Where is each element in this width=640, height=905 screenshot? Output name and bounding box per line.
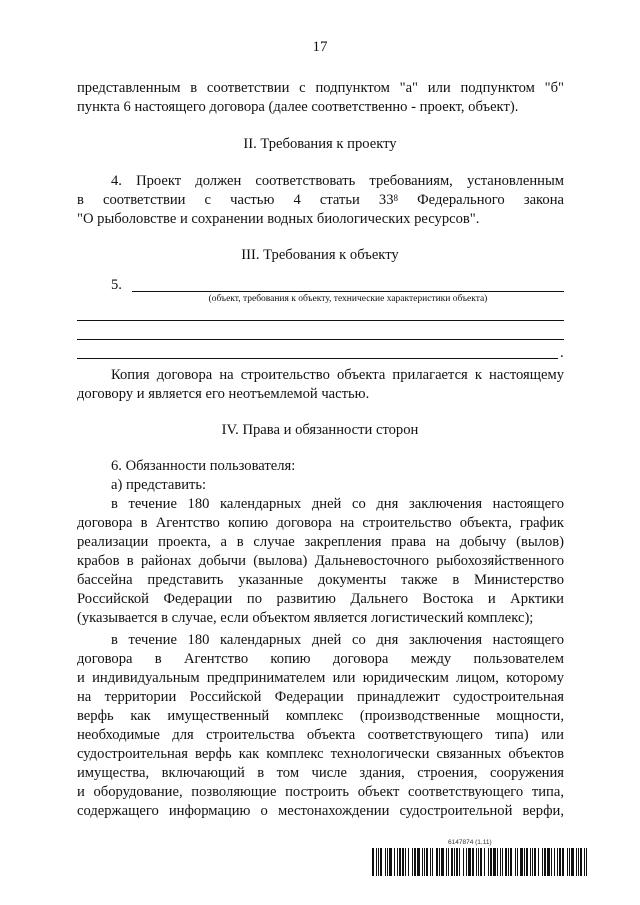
barcode-bar (569, 848, 570, 876)
barcode-bar (480, 848, 482, 876)
barcode-bar (551, 848, 552, 876)
text-line: бассейна представить указанные документы также в Министерство (77, 572, 564, 588)
barcode-bar (478, 848, 479, 876)
barcode-bar (559, 848, 561, 876)
barcode-bar (532, 848, 533, 876)
barcode-bar (515, 848, 516, 876)
barcode-bar (424, 848, 425, 876)
fill-in-line (132, 291, 564, 292)
barcode-bar (517, 848, 518, 876)
barcode-bar (439, 848, 440, 876)
document-stamp: 6147874 (1.11) (448, 839, 492, 846)
barcode-bar (542, 848, 543, 876)
text-line: а) представить: (111, 477, 207, 493)
barcode-bar (408, 848, 409, 876)
barcode-bar (376, 848, 377, 876)
barcode-bar (562, 848, 564, 876)
barcode-bar (505, 848, 507, 876)
barcode-bar (454, 848, 455, 876)
barcode-bar (497, 848, 498, 876)
barcode-bar (412, 848, 413, 876)
text-line: представленным в соответствии с подпунктом "а" или подпунктом "б" (77, 80, 564, 96)
barcode-bar (430, 848, 431, 876)
barcode-bar (466, 848, 467, 876)
barcode-bar (459, 848, 460, 876)
barcode-bar (405, 848, 406, 876)
barcode-bar (500, 848, 501, 876)
text-line: необходимые для строительства объекта соответствующего типа) или (77, 727, 564, 743)
text-line: Копия договора на строительство объекта прилагается к настоящему (111, 367, 564, 383)
barcode-bar (580, 848, 582, 876)
text-line: крабов в районах добычи (вылова) Дальневосточного рыбохозяйственного (77, 553, 564, 569)
text-fragment: в соответствии с частью 4 статьи 33 (77, 192, 394, 208)
barcode-bar (372, 848, 374, 876)
barcode-bar (526, 848, 528, 876)
barcode-bar (402, 848, 404, 876)
barcode-bar (524, 848, 525, 876)
barcode-bar (554, 848, 555, 876)
barcode-bar (578, 848, 579, 876)
section-heading: II. Требования к проекту (243, 136, 397, 152)
text-line: содержащего информацию о местонахождении судостроительной верфи, (77, 803, 564, 819)
barcode-bar (387, 848, 388, 876)
barcode-bar (576, 848, 577, 876)
barcode-bar (446, 848, 447, 876)
barcode-bar (417, 848, 420, 876)
barcode-bar (468, 848, 471, 876)
barcode-bar (534, 848, 536, 876)
text-line: судостроительная верфь как комплекс технологически связанных объектов (77, 746, 564, 762)
barcode-bar (476, 848, 477, 876)
barcode-bar (488, 848, 489, 876)
barcode-bar (456, 848, 458, 876)
barcode-bar (380, 848, 382, 876)
text-line: в течение 180 календарных дней со дня заключения настоящего (111, 496, 564, 512)
item-number: 5. (111, 277, 122, 293)
fill-in-line (77, 358, 558, 359)
barcode-bar (584, 848, 585, 876)
text-line: реализации проекта, а в случае закрепления права на добычу (вылов) (77, 534, 564, 550)
barcode-bar (571, 848, 574, 876)
text-line: договора в Агентство копию договора между пользователем (77, 651, 564, 667)
barcode-bar (422, 848, 423, 876)
barcode-bar (508, 848, 509, 876)
text-line: на территории Российской Федерации принадлежит судостроительная (77, 689, 564, 705)
text-line: верфь как имущественный комплекс (производственные мощности, (77, 708, 564, 724)
barcode (372, 848, 592, 876)
text-line: и оборудование, позволяющие построить объект соответствующего типа, (77, 784, 564, 800)
barcode-bar (385, 848, 386, 876)
barcode-bar (538, 848, 539, 876)
text-line: в течение 180 календарных дней со дня заключения настоящего (111, 632, 564, 648)
barcode-bar (490, 848, 492, 876)
barcode-bar (426, 848, 428, 876)
barcode-bar (394, 848, 395, 876)
barcode-bar (502, 848, 503, 876)
barcode-bar (389, 848, 392, 876)
text-line: (указывается в случае, если объектом является логистический комплекс); (77, 610, 534, 626)
text-line: 6. Обязанности пользователя: (111, 458, 296, 474)
section-heading: IV. Права и обязанности сторон (221, 422, 419, 438)
text-line: и индивидуальным предпринимателем или юридическим лицом, которому (77, 670, 564, 686)
barcode-bar (547, 848, 550, 876)
barcode-bar (397, 848, 398, 876)
text-line: 4. Проект должен соответствовать требованиям, установленным (111, 173, 564, 189)
barcode-bar (463, 848, 464, 876)
barcode-bar (484, 848, 485, 876)
field-caption: (объект, требования к объекту, технические характеристики объекта) (208, 294, 488, 304)
text-line: договора в Агентство копию договора на строительство объекта, график (77, 515, 564, 531)
barcode-bar (520, 848, 523, 876)
text-line: "О рыболовстве и сохранении водных биологических ресурсов". (77, 211, 480, 227)
barcode-bar (493, 848, 496, 876)
barcode-bar (586, 848, 587, 876)
barcode-bar (448, 848, 449, 876)
superscript: 8 (393, 193, 399, 203)
barcode-bar (472, 848, 474, 876)
barcode-bar (567, 848, 568, 876)
text-line: Российской Федерации по развитию Дальнего Востока и Арктики (77, 591, 564, 607)
barcode-bar (432, 848, 433, 876)
text-line: пункта 6 настоящего договора (далее соответственно - проект, объект). (77, 99, 519, 115)
barcode-bar (544, 848, 546, 876)
period: . (560, 345, 564, 361)
fill-in-line (77, 339, 564, 340)
barcode-bar (530, 848, 531, 876)
text-line: имущества, включающий в том числе здания, строения, сооружения (77, 765, 564, 781)
text-fragment: Федерального закона (398, 192, 564, 208)
barcode-bar (436, 848, 438, 876)
page-number: 17 (312, 39, 328, 55)
barcode-bar (451, 848, 453, 876)
barcode-bar (399, 848, 401, 876)
barcode-bar (557, 848, 558, 876)
barcode-bar (510, 848, 512, 876)
barcode-bar (378, 848, 379, 876)
barcode-bar (441, 848, 444, 876)
barcode-bar (414, 848, 416, 876)
section-heading: III. Требования к объекту (241, 247, 399, 263)
text-line: договору и является его неотъемлемой частью. (77, 386, 370, 402)
text-line (77, 191, 564, 209)
fill-in-line (77, 320, 564, 321)
